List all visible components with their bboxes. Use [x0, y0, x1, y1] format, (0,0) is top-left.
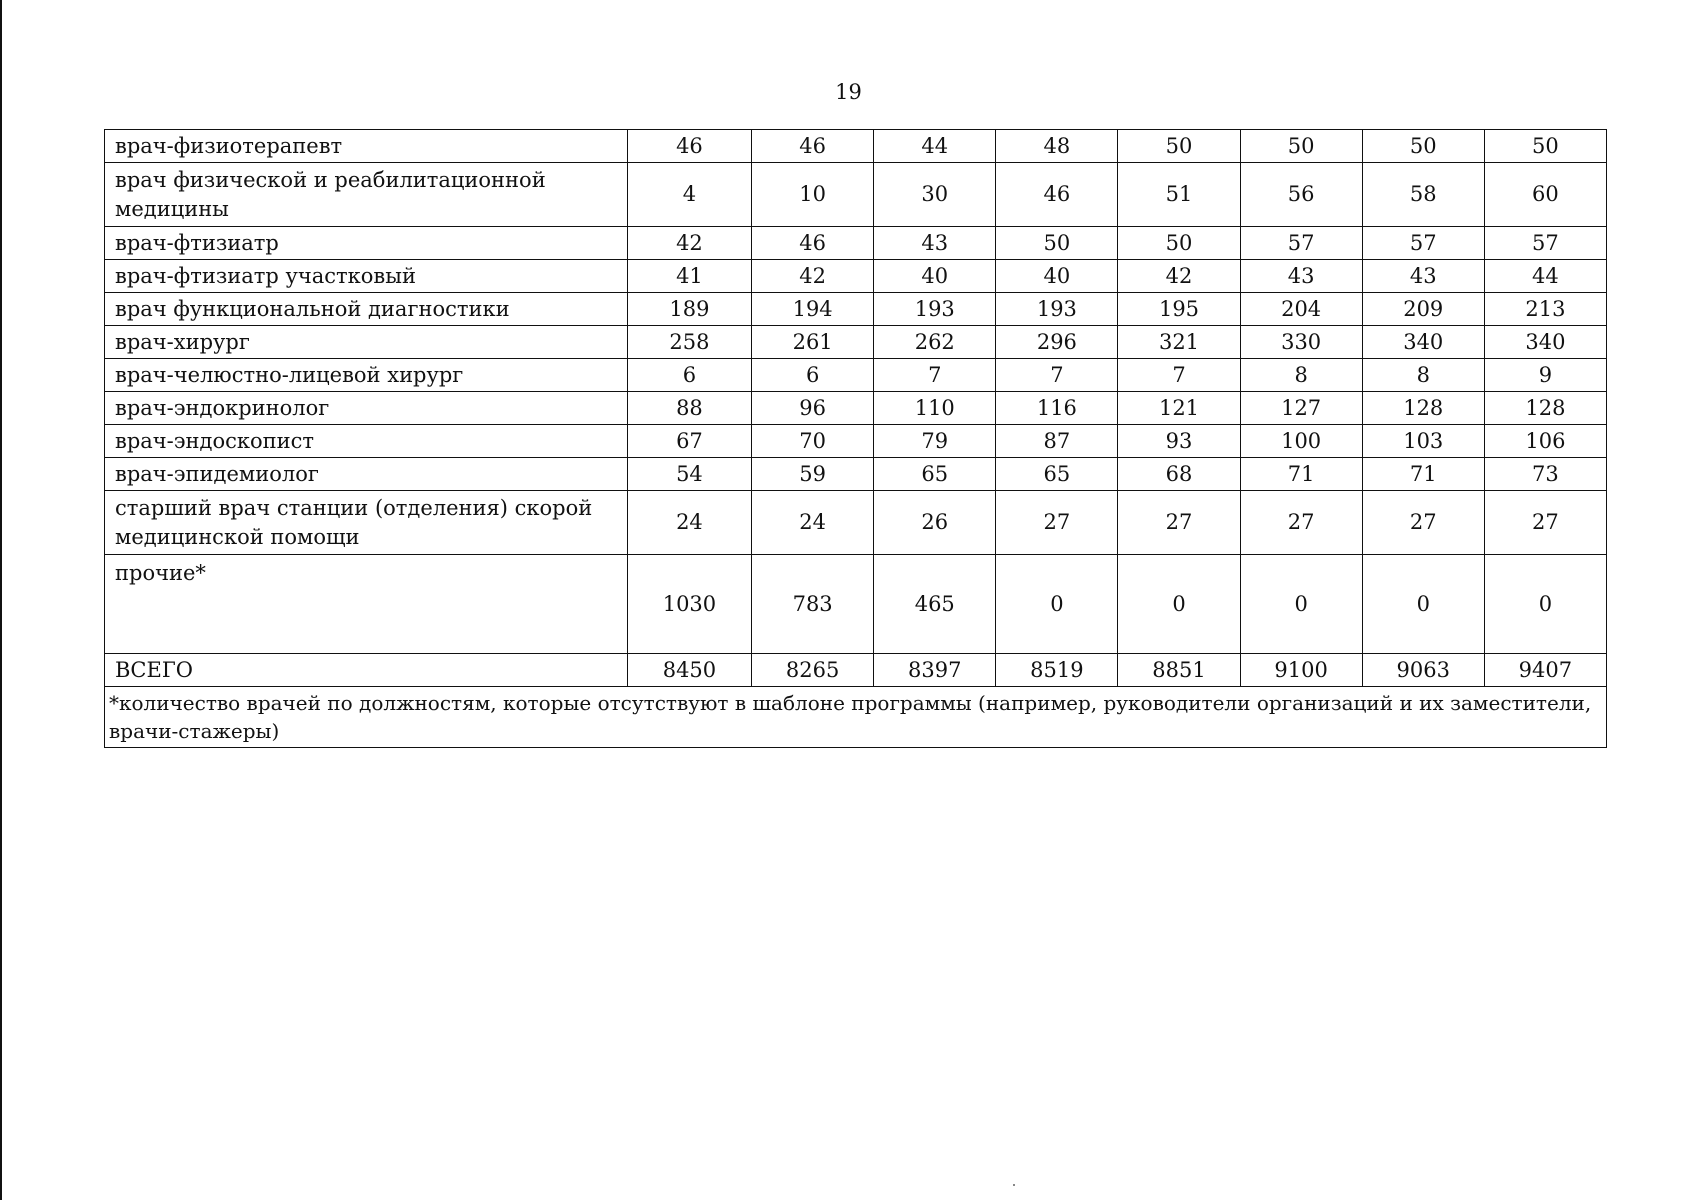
position-cell: прочие*: [105, 555, 628, 654]
value-cell: 44: [874, 130, 996, 163]
value-cell: 121: [1118, 392, 1240, 425]
table-row: [105, 425, 1607, 458]
value-cell: 41: [627, 260, 751, 293]
value-cell: 7: [1118, 359, 1240, 392]
value-cell: 10: [752, 163, 874, 227]
value-cell: 27: [1362, 491, 1484, 555]
value-cell: 209: [1362, 293, 1484, 326]
table-row: [105, 130, 1607, 163]
value-cell: 50: [1362, 130, 1484, 163]
value-cell: 100: [1240, 425, 1362, 458]
table-row: [105, 326, 1607, 359]
footnote-row: [105, 687, 1607, 748]
value-cell: 262: [874, 326, 996, 359]
value-cell: 56: [1240, 163, 1362, 227]
value-cell: 106: [1484, 425, 1606, 458]
position-cell: врач-фтизиатр участковый: [105, 260, 628, 293]
value-cell: 27: [1484, 491, 1606, 555]
value-cell: 30: [874, 163, 996, 227]
value-cell: 46: [752, 130, 874, 163]
value-cell: 60: [1484, 163, 1606, 227]
table-row: [105, 392, 1607, 425]
value-cell: 127: [1240, 392, 1362, 425]
value-cell: 340: [1484, 326, 1606, 359]
value-cell: 7: [996, 359, 1118, 392]
value-cell: 26: [874, 491, 996, 555]
value-cell: 87: [996, 425, 1118, 458]
value-cell: 27: [996, 491, 1118, 555]
value-cell: 43: [1362, 260, 1484, 293]
value-cell: 340: [1362, 326, 1484, 359]
value-cell: 296: [996, 326, 1118, 359]
value-cell: 50: [1118, 227, 1240, 260]
value-cell: 96: [752, 392, 874, 425]
value-cell: 44: [1484, 260, 1606, 293]
value-cell: 8: [1362, 359, 1484, 392]
value-cell: 7: [874, 359, 996, 392]
value-cell: 116: [996, 392, 1118, 425]
position-cell: врач-физиотерапевт: [105, 130, 628, 163]
value-cell: 27: [1240, 491, 1362, 555]
value-cell: 57: [1362, 227, 1484, 260]
value-cell: 71: [1240, 458, 1362, 491]
value-cell: 46: [996, 163, 1118, 227]
value-cell: 43: [1240, 260, 1362, 293]
position-cell: ВСЕГО: [105, 654, 628, 687]
value-cell: 88: [627, 392, 751, 425]
value-cell: 24: [752, 491, 874, 555]
value-cell: 0: [1118, 555, 1240, 654]
value-cell: 4: [627, 163, 751, 227]
value-cell: 9100: [1240, 654, 1362, 687]
value-cell: 46: [752, 227, 874, 260]
value-cell: 0: [996, 555, 1118, 654]
value-cell: 43: [874, 227, 996, 260]
value-cell: 65: [996, 458, 1118, 491]
value-cell: 51: [1118, 163, 1240, 227]
value-cell: 204: [1240, 293, 1362, 326]
value-cell: 103: [1362, 425, 1484, 458]
value-cell: 48: [996, 130, 1118, 163]
value-cell: 783: [752, 555, 874, 654]
value-cell: 0: [1240, 555, 1362, 654]
footnote-text: *количество врачей по должностям, которые отсутствуют в шаблоне программы (например, руководители организаций и их заместители, врачи-стажеры): [105, 687, 1607, 748]
value-cell: 70: [752, 425, 874, 458]
value-cell: 93: [1118, 425, 1240, 458]
value-cell: 46: [627, 130, 751, 163]
value-cell: 40: [874, 260, 996, 293]
value-cell: 8265: [752, 654, 874, 687]
value-cell: 50: [996, 227, 1118, 260]
position-cell: врач-фтизиатр: [105, 227, 628, 260]
page-left-border: [0, 0, 2, 1200]
value-cell: 42: [1118, 260, 1240, 293]
value-cell: 213: [1484, 293, 1606, 326]
value-cell: 50: [1240, 130, 1362, 163]
page-number: 19: [835, 80, 862, 104]
value-cell: 27: [1118, 491, 1240, 555]
position-cell: врач физической и реабилитационной медицины: [105, 163, 628, 227]
value-cell: 9063: [1362, 654, 1484, 687]
table-row: [105, 227, 1607, 260]
value-cell: 40: [996, 260, 1118, 293]
value-cell: 6: [627, 359, 751, 392]
value-cell: 330: [1240, 326, 1362, 359]
table-row: [105, 293, 1607, 326]
value-cell: 73: [1484, 458, 1606, 491]
value-cell: 8519: [996, 654, 1118, 687]
value-cell: 59: [752, 458, 874, 491]
value-cell: 193: [996, 293, 1118, 326]
total-row: [105, 654, 1607, 687]
value-cell: 128: [1484, 392, 1606, 425]
table-row: [105, 555, 1607, 654]
value-cell: 8397: [874, 654, 996, 687]
position-cell: врач-эпидемиолог: [105, 458, 628, 491]
table-row: [105, 359, 1607, 392]
position-cell: врач-эндоскопист: [105, 425, 628, 458]
value-cell: 54: [627, 458, 751, 491]
value-cell: 0: [1484, 555, 1606, 654]
value-cell: 8450: [627, 654, 751, 687]
value-cell: 50: [1118, 130, 1240, 163]
value-cell: 50: [1484, 130, 1606, 163]
value-cell: 321: [1118, 326, 1240, 359]
value-cell: 8: [1240, 359, 1362, 392]
value-cell: 79: [874, 425, 996, 458]
position-cell: старший врач станции (отделения) скорой медицинской помощи: [105, 491, 628, 555]
value-cell: 1030: [627, 555, 751, 654]
value-cell: 57: [1240, 227, 1362, 260]
position-cell: врач-хирург: [105, 326, 628, 359]
value-cell: 6: [752, 359, 874, 392]
value-cell: 465: [874, 555, 996, 654]
value-cell: 8851: [1118, 654, 1240, 687]
value-cell: 258: [627, 326, 751, 359]
value-cell: 58: [1362, 163, 1484, 227]
position-cell: врач функциональной диагностики: [105, 293, 628, 326]
value-cell: 0: [1362, 555, 1484, 654]
value-cell: 24: [627, 491, 751, 555]
staffing-table: [104, 129, 1607, 748]
value-cell: 9407: [1484, 654, 1606, 687]
value-cell: 261: [752, 326, 874, 359]
position-cell: врач-эндокринолог: [105, 392, 628, 425]
value-cell: 71: [1362, 458, 1484, 491]
value-cell: 67: [627, 425, 751, 458]
value-cell: 194: [752, 293, 874, 326]
value-cell: 193: [874, 293, 996, 326]
table-row: [105, 260, 1607, 293]
value-cell: 68: [1118, 458, 1240, 491]
position-cell: врач-челюстно-лицевой хирург: [105, 359, 628, 392]
value-cell: 65: [874, 458, 996, 491]
value-cell: 128: [1362, 392, 1484, 425]
table-row: [105, 163, 1607, 227]
value-cell: 57: [1484, 227, 1606, 260]
value-cell: 110: [874, 392, 996, 425]
table-body: [105, 130, 1607, 748]
scan-speck: [1013, 1184, 1015, 1186]
value-cell: 195: [1118, 293, 1240, 326]
value-cell: 42: [627, 227, 751, 260]
value-cell: 9: [1484, 359, 1606, 392]
value-cell: 189: [627, 293, 751, 326]
table-row: [105, 458, 1607, 491]
table-row: [105, 491, 1607, 555]
value-cell: 42: [752, 260, 874, 293]
